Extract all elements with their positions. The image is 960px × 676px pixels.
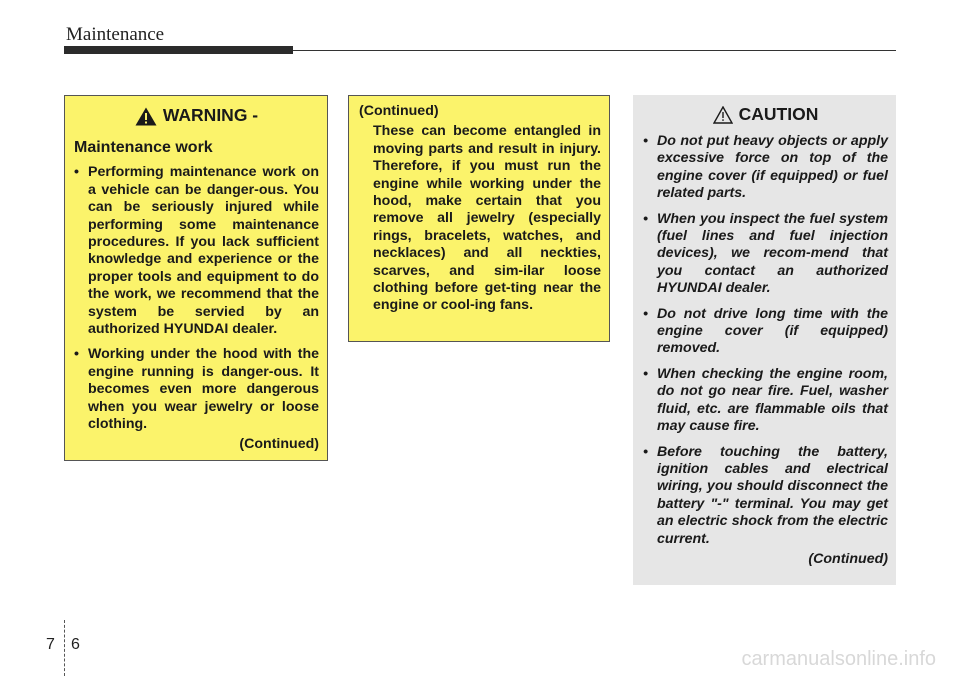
- caution-title-row: [643, 103, 888, 127]
- continued-body: These can become entangled in moving parts and result in injury. Therefore, if you must run the engine while working under the hood, make certain that you remove all jewelry (especially rings, bracelets, watches, and necklaces) and all neckties, scarves, and sim-ilar loose clothing before get-ting near the engine or cool-ing fans.: [373, 123, 601, 314]
- watermark: carmanualsonline.info: [741, 648, 936, 670]
- continued-box: [348, 95, 610, 342]
- bullet: •: [643, 443, 648, 460]
- bullet: •: [643, 133, 648, 149]
- list-item-text: Before touching the battery, ignition cables and electrical wiring, you should disconnect the battery "-" terminal. You may get an electric shock from the electric current.: [657, 443, 888, 547]
- list-item-text: Do not put heavy objects or apply excessive force on top of the engine cover (if equipped) or fuel related parts.: [657, 133, 888, 202]
- warning-subtitle: Maintenance work: [74, 139, 213, 156]
- warning-triangle-icon: [135, 107, 157, 126]
- warning-title-row: [74, 104, 319, 128]
- list-item: [74, 164, 319, 338]
- continued-heading: (Continued): [359, 103, 439, 119]
- warning-continued: (Continued): [239, 435, 319, 452]
- caution-continued: (Continued): [808, 550, 888, 567]
- caution-title: CAUTION: [738, 104, 819, 125]
- list-item: [643, 133, 888, 203]
- list-item-text: Do not drive long time with the engine cover (if equipped) removed.: [657, 305, 888, 357]
- page-number-separator: [64, 620, 65, 676]
- list-item: [74, 346, 319, 433]
- caution-triangle-icon: [713, 106, 733, 124]
- list-item-text: When checking the engine room, do not go near fire. Fuel, washer fluid, etc. are flammable oils that may cause fire.: [657, 365, 888, 435]
- bullet: •: [74, 164, 79, 181]
- chapter-number: 7: [46, 636, 55, 653]
- page-number: 6: [71, 636, 80, 653]
- header-bar: [64, 46, 293, 54]
- warning-list: [74, 164, 319, 433]
- list-item: [643, 211, 888, 298]
- bullet: •: [643, 210, 648, 227]
- list-item-text: Working under the hood with the engine running is danger-ous. It becomes even more dangerous when you wear jewelry or loose clothing.: [88, 346, 319, 433]
- list-item: [643, 444, 888, 548]
- list-item: [643, 306, 888, 358]
- caution-box: [633, 95, 896, 585]
- list-item-text: Performing maintenance work on a vehicle can be danger-ous. You can be seriously injured while performing some maintenance procedures. If you lack sufficient knowledge and experience or the proper tools and equipment to do the work, we recommend that the system be servied by an authorized HYUNDAI dealer.: [88, 164, 319, 338]
- caution-list: [643, 133, 888, 548]
- warning-title: WARNING -: [162, 105, 259, 126]
- page-title: Maintenance: [66, 24, 165, 45]
- bullet: •: [643, 365, 648, 382]
- bullet: •: [74, 346, 79, 363]
- list-item: [643, 366, 888, 436]
- list-item-text: When you inspect the fuel system (fuel lines and fuel injection devices), we recom-mend that you contact an authorized HYUNDAI dealer.: [657, 210, 888, 297]
- warning-box: [64, 95, 328, 461]
- bullet: •: [643, 305, 648, 322]
